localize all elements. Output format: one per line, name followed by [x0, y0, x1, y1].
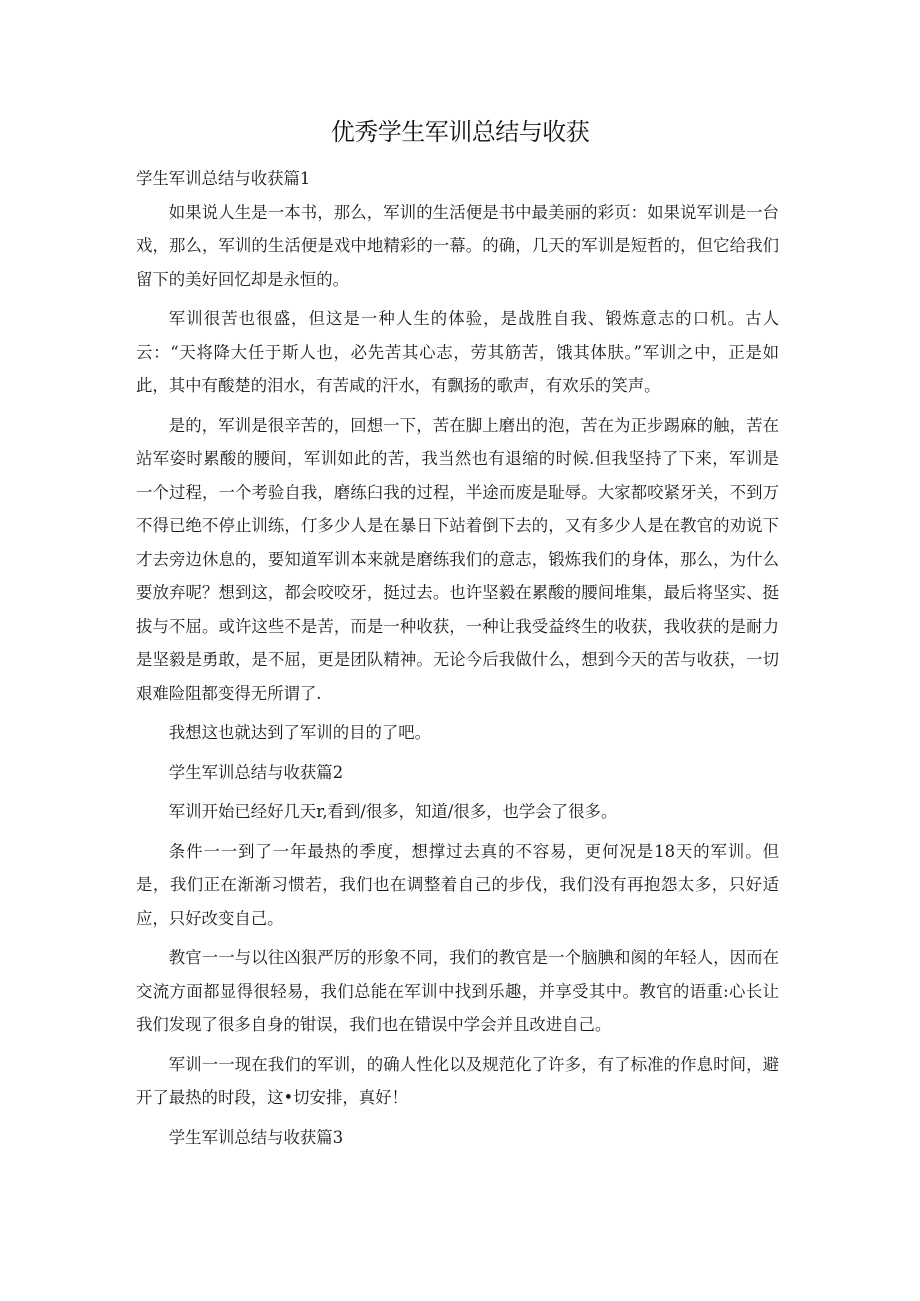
paragraph: 我想这也就达到了军训的目的了吧。 — [168, 723, 432, 742]
section-heading-3: 学生军训总结与收获篇3 — [168, 1127, 344, 1147]
document-title: 优秀学生军训总结与收获 — [330, 118, 590, 146]
paragraph: 军训一一现在我们的军训，的确人性化以及规范化了许多，有了标准的作息时间，避开了最热的时段，这•切安排，真好！ — [136, 1054, 779, 1107]
paragraph: 军训很苦也很盛，但这是一种人生的体验，是战胜自我、锻炼意志的口机。古人云：“天将降大任于斯人也，必先苦其心志，劳其筋苦，饿其体肤。”军训之中，正是如此，其中有酸楚的泪水，有苦咸的汗水，有飘扬的歌声，有欢乐的笑声。 — [136, 309, 779, 395]
section-heading-2: 学生军训总结与收获篇2 — [168, 762, 344, 782]
paragraph: 教官一一与以往凶狠严厉的形象不同，我们的教官是一个脑腆和阂的年轻人，因而在交流方面都显得很轻易，我们总能在军训中找到乐趣，并享受其中。教官的语重:心长让我们发现了很多自身的钳误，我们也在错误中学会并且改进自己。 — [136, 948, 779, 1034]
section-heading-1: 学生军训总结与收获篇1 — [136, 169, 311, 188]
paragraph: 军训开始已经好几天r,看到/很多，知道/很多，也学会了很多。 — [168, 802, 618, 821]
paragraph: 如果说人生是一本书，那么，军训的生活便是书中最美丽的彩页：如果说军训是一台戏，那么，军训的生活便是戏中地精彩的一幕。的确，几天的军训是短哲的，但它给我们留下的美好回忆却是永恒的。 — [136, 202, 779, 289]
paragraph: 是的，军训是很辛苦的，回想一下，苦在脚上磨出的泡，苦在为正步踢麻的触，苦在站军姿时累酸的腰间，军训如此的苦，我当然也有退缩的时候.但我坚持了下来，军训是一个过程，一个考验自我，磨练臼我的过程，半途而废是耻辱。大家都咬紧牙关，不到万不得已绝不停止训练，仃多少人是在暴日下站着倒下去的，又有多少人是在教官的劝说下才去旁边休息的，要知道军训本来就是磨练我们的意志，锻炼我们的身体，那么，为什么要放弃呢？想到这，都会咬咬牙，挺过去。也许坚毅在累酸的腰间堆集，最后将坚实、挺拔与不屈。或许这些不是苦，而是一种收获，一种让我受益终生的收获，我收获的是耐力是坚毅是勇敢，是不屈，更是团队精神。无论今后我做什么，想到今天的苦与收获，一切艰难险阻都变得无所谓了. — [136, 415, 779, 703]
document-body — [136, 162, 779, 1160]
paragraph: 条件一一到了一年最热的季度，想撑过去真的不容易，更何况是18天的军训。但是，我们正在渐渐习惯若，我们也在调整着自己的步伐，我们没有再抱怨太多，只好适应，只好改变自己。 — [136, 841, 779, 928]
